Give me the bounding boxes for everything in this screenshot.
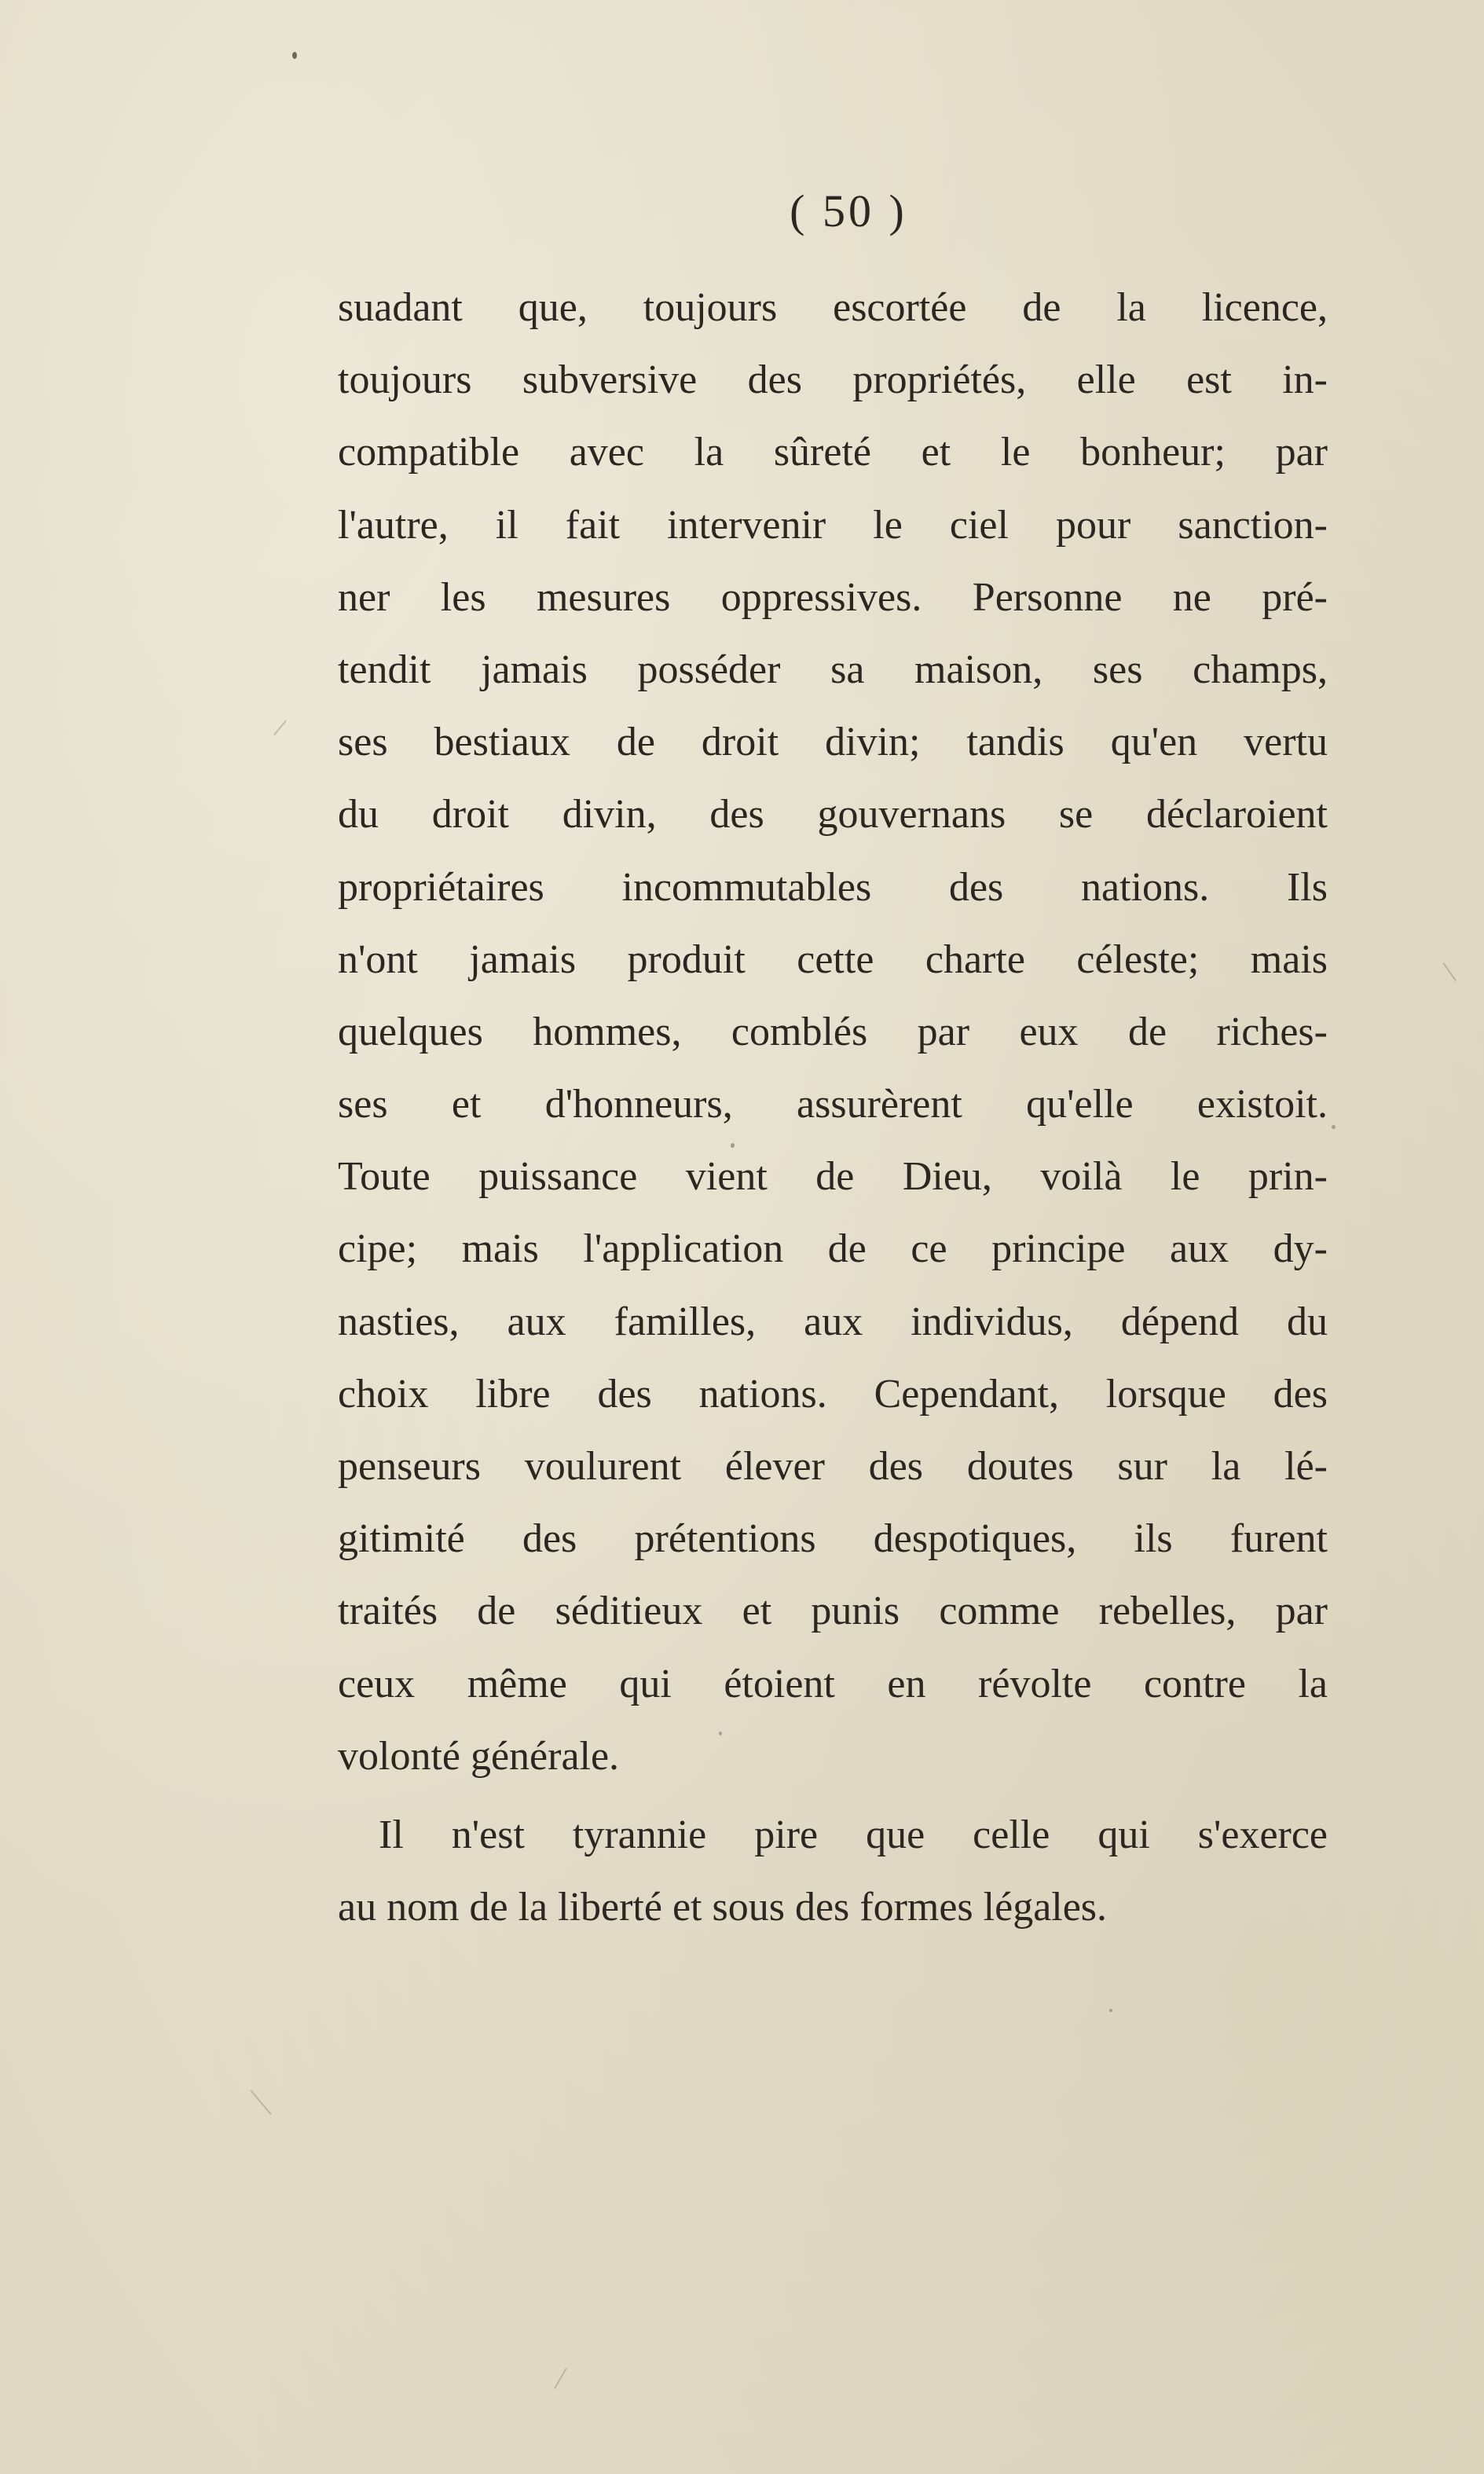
text-line: Toute puissance vient de Dieu, voilà le prin- bbox=[338, 1154, 1328, 1200]
text-line: volonté générale. bbox=[338, 1733, 620, 1779]
paper-scratch bbox=[1442, 962, 1457, 981]
paper-scratch bbox=[273, 720, 287, 736]
text-line: traités de séditieux et punis comme rebelles, par bbox=[338, 1589, 1328, 1634]
text-line: nasties, aux familles, aux individus, dépend du bbox=[338, 1299, 1328, 1344]
book-page bbox=[338, 185, 1328, 1944]
text-line: n'ont jamais produit cette charte céleste; mais bbox=[338, 936, 1328, 982]
text-line: penseurs voulurent élever des doutes sur la lé- bbox=[338, 1444, 1328, 1489]
paragraph bbox=[338, 272, 1328, 1793]
text-line: l'autre, il fait intervenir le ciel pour sanction- bbox=[338, 502, 1328, 548]
text-line: quelques hommes, comblés par eux de riches- bbox=[338, 1009, 1328, 1054]
text-line: ceux même qui étoient en révolte contre la bbox=[338, 1661, 1328, 1706]
text-line: compatible avec la sûreté et le bonheur; par bbox=[338, 430, 1328, 475]
text-line: au nom de la liberté et sous des formes légales. bbox=[338, 1885, 1108, 1930]
text-line: cipe; mais l'application de ce principe aux dy- bbox=[338, 1226, 1328, 1272]
text-line: suadant que, toujours escortée de la licence, bbox=[338, 285, 1328, 330]
paragraph bbox=[338, 1799, 1328, 1944]
text-line: toujours subversive des propriétés, elle est in- bbox=[338, 357, 1328, 403]
text-line: propriétaires incommutables des nations. Ils bbox=[338, 864, 1328, 910]
text-line: ner les mesures oppressives. Personne ne pré- bbox=[338, 574, 1328, 620]
text-line: Il n'est tyrannie pire que celle qui s'exerce bbox=[379, 1812, 1328, 1857]
paper-speck bbox=[292, 52, 297, 59]
paper-scratch bbox=[250, 2090, 271, 2115]
text-line: ses bestiaux de droit divin; tandis qu'en vertu bbox=[338, 720, 1328, 765]
text-line: du droit divin, des gouvernans se déclaroient bbox=[338, 792, 1328, 837]
paper-speck bbox=[1332, 1125, 1336, 1129]
page-number: ( 50 ) bbox=[790, 185, 907, 236]
paragraph-gap bbox=[338, 1793, 1328, 1799]
text-line: ses et d'honneurs, assurèrent qu'elle existoit. bbox=[338, 1082, 1328, 1127]
paper-scratch bbox=[554, 2368, 567, 2389]
text-line: gitimité des prétentions despotiques, ils furent bbox=[338, 1516, 1328, 1562]
text-line: choix libre des nations. Cependant, lorsque des bbox=[338, 1371, 1328, 1417]
paper-speck bbox=[1109, 2009, 1112, 2012]
text-line: tendit jamais posséder sa maison, ses champs, bbox=[338, 647, 1328, 692]
